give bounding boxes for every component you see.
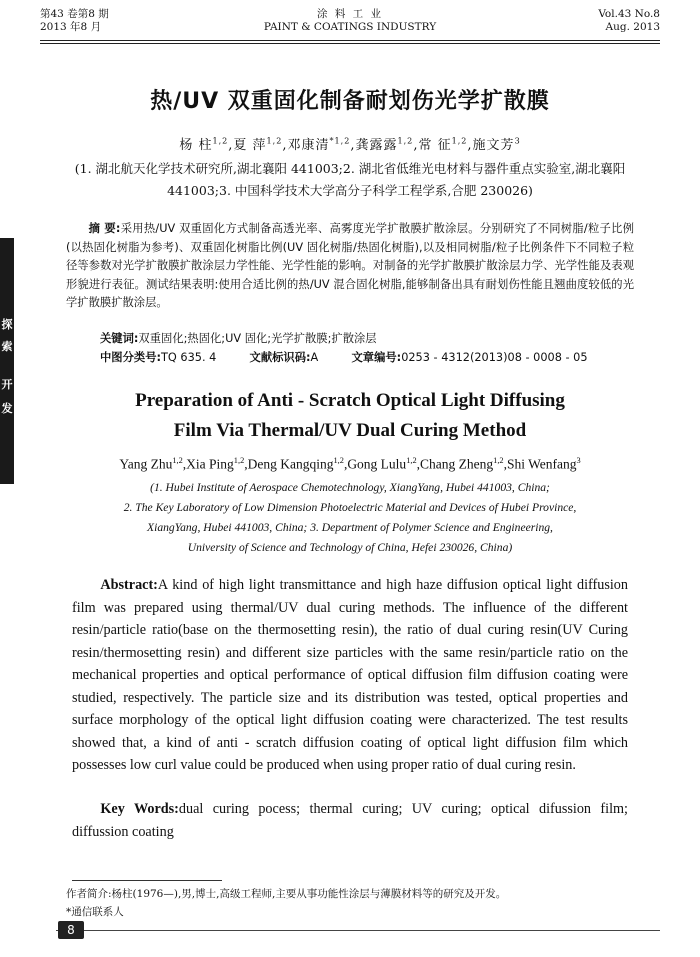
author-name: Yang Zhu bbox=[119, 456, 173, 472]
author-name: 龚露露 bbox=[355, 138, 398, 153]
header-rule bbox=[40, 40, 660, 41]
author-name: Shi Wenfang bbox=[506, 456, 577, 472]
side-tab-char: 探 bbox=[1, 318, 13, 331]
author-name: Xia Ping bbox=[186, 456, 234, 472]
abstract-text-en: A kind of high light transmittance and high haze diffusion optical light diffusion film was prepared using thermal/UV dual curing methods. The influence of the different resin/particle ratio(base on the thermosetting resin), the ratio of dual curing resin(UV Curing resin/thermosetting resin) and different size particles with the same resin/particle ratio on the mechanical properties and optical performance of optical diffusion film diffusion coating were studied, respectively. The particle size and its distribution was tested, optical properties and surface morphology of the optical light diffusion coating were characterized. The test results showed that, a kind of anti - scratch diffusion coating of optical light diffusion film which possesses low curl value could be produced when using proper ratio of dual curing resin. bbox=[72, 577, 628, 773]
author-name: 常 征 bbox=[418, 138, 452, 153]
abstract-en bbox=[72, 574, 628, 777]
clc-number: TQ 635. 4 bbox=[161, 351, 217, 364]
running-header bbox=[40, 8, 660, 38]
author-bio-footnote: 作者简介:杨柱(1976—),男,博士,高级工程师,主要从事功能性涂层与薄膜材料等的研究及开发。 bbox=[66, 888, 507, 900]
keywords-en: Key Words:dual curing pocess; thermal curing; UV curing; optical difussion film; diffussion coating bbox=[72, 801, 628, 840]
author-name: 施文芳 bbox=[472, 138, 515, 153]
classification-line: 中图分类号:TQ 635. 4 文献标识码:A 文章编号:0253 - 4312(2013)08 - 0008 - 05 bbox=[100, 351, 588, 364]
journal-volume-cn: 第43 卷第8 期 2013 年8 月 bbox=[40, 8, 109, 33]
author-name: 邓康清 bbox=[287, 138, 330, 153]
author-name: Chang Zheng bbox=[420, 456, 494, 472]
author-name: Deng Kangqing bbox=[247, 456, 334, 472]
abstract-text-cn: 采用热/UV 双重固化方式制备高透光率、高雾度光学扩散膜扩散涂层。分别研究了不同树脂/粒子比例(以热固化树脂为参考)、双重固化树脂比例(UV 固化树脂/热固化树脂),以及相同树脂/粒子比例条件下不同粒子粒径等参数对光学扩散膜扩散涂层力学性能、光学性能的影响。对制备的光学扩散膜扩散涂层力学、光学性能及表观形貌进行表征。测试结果表明:使用合适比例的热/UV 混合固化树脂,能够制备出具有耐划伤性能且翘曲度较低的光学扩散膜扩散涂层。 bbox=[66, 222, 634, 309]
journal-name: 涂 料 工 业 PAINT & COATINGS INDUSTRY bbox=[263, 8, 437, 33]
abstract-label-en: Abstract: bbox=[100, 577, 158, 593]
corresponding-author-footnote: *通信联系人 bbox=[66, 906, 124, 918]
footnote-rule bbox=[72, 880, 222, 881]
page-number: 8 bbox=[58, 921, 84, 939]
article-number: 0253 - 4312(2013)08 - 0008 - 05 bbox=[401, 351, 588, 364]
side-tab-char: 索 bbox=[1, 340, 13, 353]
abstract-label-cn: 摘 要: bbox=[88, 222, 121, 235]
section-side-tab bbox=[0, 238, 14, 484]
author-name: 杨 柱 bbox=[179, 138, 213, 153]
affiliation-cn: (1. 湖北航天化学技术研究所,湖北襄阳 441003;2. 湖北省低维光电材料与器件重点实验室,湖北襄阳 441003;3. 中国科学技术大学高分子科学工程学系,合肥 230026) bbox=[74, 161, 626, 198]
abstract-cn bbox=[66, 220, 634, 313]
document-code: A bbox=[310, 351, 319, 364]
author-name: Gong Lulu bbox=[347, 456, 407, 472]
affiliation-en: (1. Hubei Institute of Aerospace Chemotechnology, XiangYang, Hubei 441003, China; 2. The Key Laboratory of Low Dimension Photoelectric Material and Devices of Hubei Province, XiangYang, Hubei 441003, China; 3. Department of Polymer Science and Engineering, University of Science and Technology of China, Hefei 230026, China) bbox=[123, 481, 577, 554]
footer-rule bbox=[56, 930, 660, 931]
paper-title-en: Preparation of Anti - Scratch Optical Light Diffusing Film Via Thermal/UV Dual Curing Method bbox=[135, 390, 565, 441]
authors-cn: 杨 柱$^{1,2}$,夏 萍$^{1,2}$,邓康清$^{*1,2}$,龚露露$^{1,2}$,常 征$^{1,2}$,施文芳$^3$ bbox=[179, 136, 521, 153]
author-name: 夏 萍 bbox=[233, 138, 267, 153]
side-tab-char: 发 bbox=[1, 402, 13, 415]
side-tab-char: 开 bbox=[1, 378, 13, 391]
paper-title-cn: 热/UV 双重固化制备耐划伤光学扩散膜 bbox=[150, 89, 550, 114]
keywords-cn: 关键词:双重固化;热固化;UV 固化;光学扩散膜;扩散涂层 bbox=[100, 332, 377, 345]
authors-en: Yang Zhu$^{1,2}$,Xia Ping$^{1,2}$,Deng Kangqing$^{1,2}$,Gong Lulu$^{1,2}$,Chang Zheng$^{1,2}$,Shi Wenfang$^3$ bbox=[119, 456, 581, 472]
journal-volume-en: Vol.43 No.8 Aug. 2013 bbox=[598, 8, 660, 33]
header-rule-thin bbox=[40, 43, 660, 44]
